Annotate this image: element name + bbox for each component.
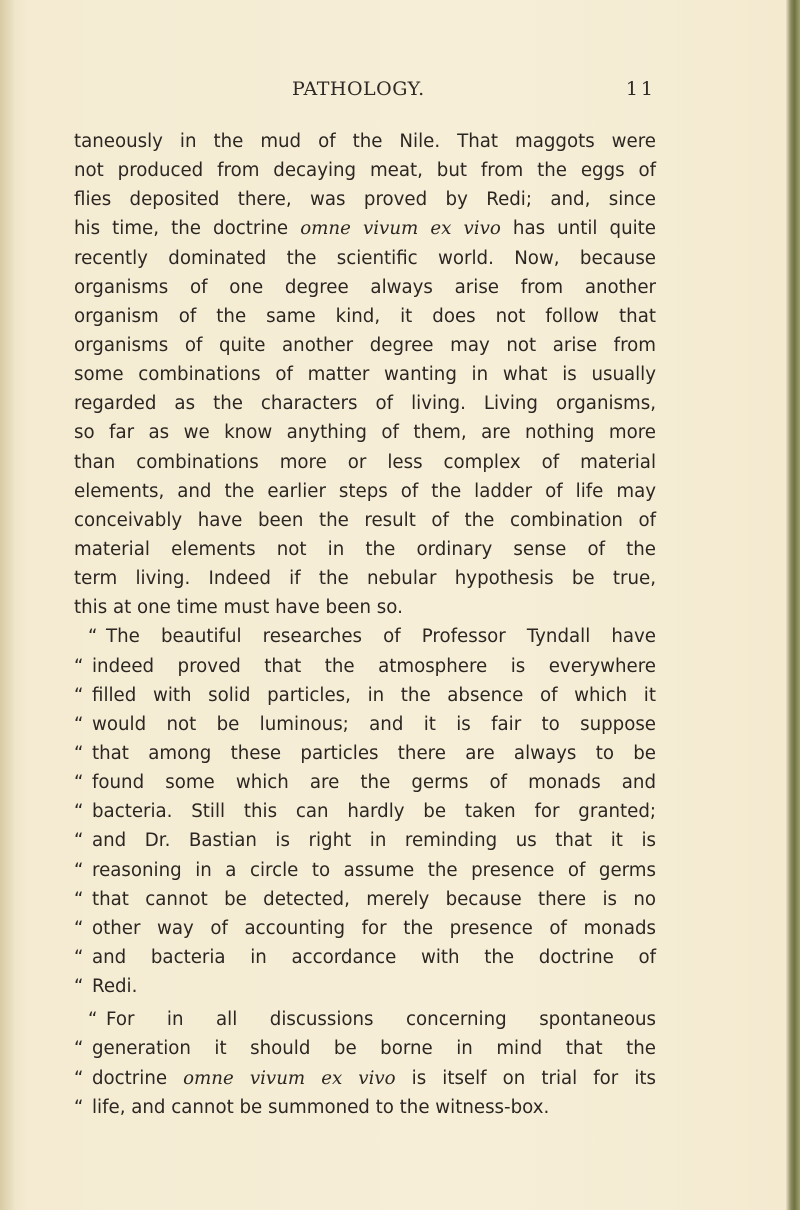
text-span: his time, the doctrine [74,218,301,240]
text-line: so far as we know anything of them, are nothing more [74,422,656,444]
quote-mark: “ [74,742,84,764]
text-span: is itself on trial for its [395,1067,656,1089]
quote-mark: “ [74,976,84,998]
quote-mark: “ [74,917,84,939]
text-span: doctrine [92,1067,184,1089]
quote-line [74,1005,656,1034]
quote-line [74,797,656,826]
quote-line [74,768,656,797]
text-line: not produced from decaying meat, but from the eggs of [74,160,656,182]
quote-line [74,1093,656,1122]
text-line: term living. Indeed if the nebular hypothesis be true, [74,568,656,590]
text-line: recently dominated the scientific world. Now, because [74,247,656,269]
running-title: PATHOLOGY. [292,78,425,100]
quote-mark: “ [74,801,84,823]
quote-mark: “ [74,655,84,677]
quote-line [74,826,656,855]
quote-mark: “ [74,1096,84,1118]
quote-text: filled with solid particles, in the absence of which it [92,684,656,706]
quote-mark: “ [74,772,84,794]
quote-line [74,652,656,681]
text-line: this at one time must have been so. [74,597,403,619]
quote-line [74,739,656,768]
quote-line [74,681,656,710]
latin-phrase: omne vivum ex vivo [300,218,501,240]
quote-line [74,856,656,885]
page-number: 11 [625,78,656,100]
quote-mark: “ [88,626,98,648]
quote-text: The beautiful researches of Professor Tyndall have [106,626,656,648]
text-line: organism of the same kind, it does not follow that [74,305,656,327]
text-line: organisms of one degree always arise from another [74,276,656,298]
quote-text: Redi. [92,976,138,998]
quote-text: For in all discussions concerning spontaneous [106,1009,656,1031]
quote-mark: “ [74,1038,84,1060]
quote-text: life, and cannot be summoned to the witness-box. [92,1096,550,1118]
quote-line [74,943,656,972]
page-edge-binding [786,0,800,1210]
quote-line [74,914,656,943]
quote-text: indeed proved that the atmosphere is everywhere [92,655,656,677]
quote-text: that cannot be detected, merely because there is no [92,888,656,910]
latin-phrase: omne vivum ex vivo [183,1067,396,1089]
quote-line [74,710,656,739]
text-line: than combinations more or less complex of material [74,451,656,473]
text-span: has until quite [500,218,656,240]
quote-text: other way of accounting for the presence of monads [92,917,656,939]
quote-mark: “ [74,946,84,968]
quote-text: bacteria. Still this can hardly be taken for granted; [92,801,656,823]
text-line: taneously in the mud of the Nile. That maggots were [74,131,656,152]
quote-text: found some which are the germs of monads and [92,772,656,794]
quote-text: generation it should be borne in mind that the [92,1038,656,1060]
running-head [74,78,656,108]
text-line: organisms of quite another degree may not arise from [74,334,656,356]
quote-text-with-italic [92,1064,656,1093]
quote-text: reasoning in a circle to assume the presence of germs [92,859,656,881]
quote-mark: “ [74,888,84,910]
quote-mark: “ [74,713,84,735]
quote-mark: “ [74,859,84,881]
text-line: regarded as the characters of living. Living organisms, [74,393,656,415]
text-line: some combinations of matter wanting in what is usually [74,364,656,386]
quote-mark: “ [88,1009,98,1031]
quote-text: would not be luminous; and it is fair to suppose [92,713,656,735]
quote-line [74,972,656,1001]
body-text [74,127,656,1122]
quote-line [74,1034,656,1063]
text-line: elements, and the earlier steps of the ladder of life may [74,480,656,502]
text-line: material elements not in the ordinary sense of the [74,538,656,560]
quote-mark: “ [74,830,84,852]
quote-line [74,885,656,914]
quote-line [74,1064,656,1093]
quote-text: and bacteria in accordance with the doctrine of [92,946,656,968]
page-gutter-shadow [0,0,14,1210]
quote-mark: “ [74,684,84,706]
quote-line [74,622,656,651]
text-line-with-italic [74,214,656,243]
text-line: conceivably have been the result of the combination of [74,509,656,531]
quote-mark: “ [74,1067,84,1089]
quote-text: and Dr. Bastian is right in reminding us that it is [92,830,656,852]
text-line: flies deposited there, was proved by Redi; and, since [74,189,656,211]
quote-text: that among these particles there are always to be [92,742,656,764]
